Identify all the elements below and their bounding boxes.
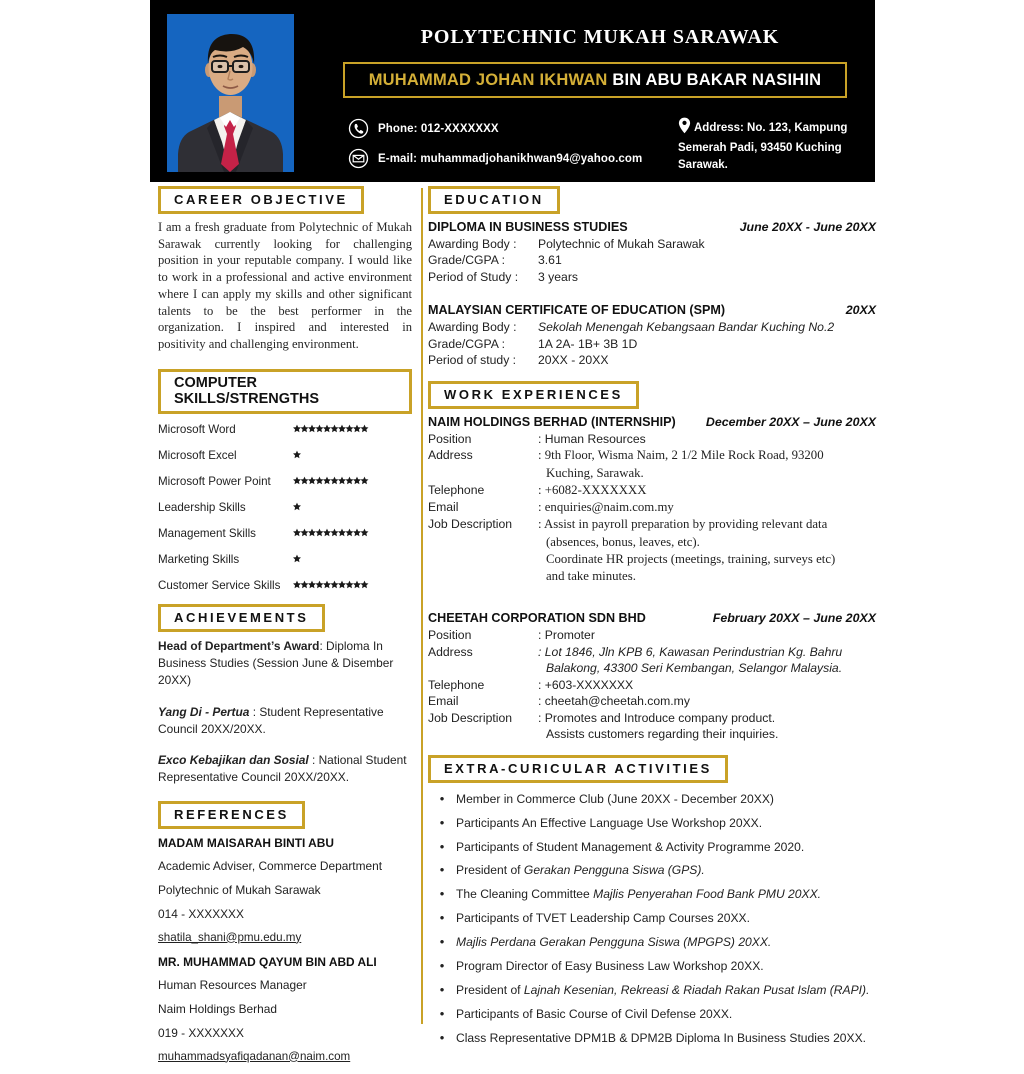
- work-row-continuation: Assists customers regarding their inquiries.: [546, 727, 779, 742]
- achievements-section: [158, 604, 412, 787]
- reference-item: [158, 955, 412, 1063]
- list-item: [428, 958, 876, 975]
- list-item: [428, 791, 876, 808]
- work-row-key: Address: [428, 644, 473, 659]
- work-row-key: Telephone: [428, 677, 485, 692]
- left-column: [158, 186, 412, 1074]
- list-item-italic: Lajnah Kesenian, Rekreasi & Riadah Rakan Pusat Islam (RAPI).: [523, 983, 870, 998]
- list-item-text: [456, 958, 876, 975]
- work-row-continuation: and take minutes.: [546, 569, 636, 584]
- list-item-text: [456, 862, 876, 879]
- header-banner: [150, 0, 875, 182]
- skill-label: Customer Service Skills: [158, 578, 281, 592]
- education-row-value: Sekolah Menengah Kebangsaan Bandar Kuching No.2: [538, 320, 835, 335]
- education-entry-date: 20XX: [845, 303, 876, 318]
- computer-skills-heading: COMPUTER SKILLS/STRENGTHS: [158, 369, 412, 414]
- work-row-key: Address: [428, 448, 473, 463]
- reference-email-link[interactable]: muhammadsyafiqadanan@naim.com: [158, 1049, 351, 1063]
- skill-rating-glyphs: 🟊🟊🟊🟊🟊🟊🟊🟊🟊🟊: [293, 527, 368, 539]
- skill-rating-glyphs: 🟊: [293, 501, 301, 513]
- list-item-text: [456, 910, 876, 927]
- achievement-label: Exco Kebajikan dan Sosial: [158, 753, 309, 768]
- work-experiences-section: [428, 381, 876, 743]
- phone-icon: [348, 118, 369, 139]
- education-row: [428, 236, 876, 252]
- list-item-text: [456, 839, 876, 856]
- work-row-key: Job Description: [428, 710, 512, 725]
- work-row: [428, 431, 876, 447]
- work-row-key: Position: [428, 431, 472, 446]
- work-row: [428, 710, 876, 726]
- reference-line: Human Resources Manager: [158, 977, 307, 992]
- bullet-icon: •: [439, 910, 445, 926]
- work-entry-header: [428, 415, 876, 429]
- list-item-italic: Gerakan Pengguna Siswa (GPS).: [523, 863, 705, 878]
- education-row: [428, 252, 876, 268]
- work-entry: [428, 611, 876, 742]
- skill-label: Microsoft Excel: [158, 448, 237, 462]
- education-row-key: Grade/CGPA :: [428, 336, 505, 351]
- work-row-value: : Promotes and Introduce company product.: [538, 710, 776, 725]
- education-entry-header: [428, 220, 876, 234]
- phone-row: [348, 118, 678, 139]
- achievement-body: : Student Representative Council 20XX/20XX.: [158, 704, 384, 736]
- candidate-first-name: MUHAMMAD JOHAN IKHWAN: [368, 70, 608, 89]
- skill-row: [158, 422, 412, 437]
- skill-rating-glyphs: 🟊: [293, 449, 301, 461]
- education-entry-title: DIPLOMA IN BUSINESS STUDIES: [428, 220, 628, 234]
- reference-line: Naim Holdings Berhad: [158, 1001, 277, 1016]
- work-entry-date: February 20XX – June 20XX: [712, 611, 876, 626]
- reference-line: Academic Adviser, Commerce Department: [158, 858, 383, 873]
- bullet-icon: •: [439, 958, 445, 974]
- education-section: [428, 186, 876, 369]
- list-item: [428, 910, 876, 927]
- reference-name: MR. MUHAMMAD QAYUM BIN ABD ALI: [158, 954, 377, 969]
- skill-label: Management Skills: [158, 526, 256, 540]
- candidate-name-box: [343, 62, 847, 98]
- list-item: [428, 815, 876, 832]
- achievement-label: Head of Department’s Award: [158, 638, 320, 653]
- work-row-value: : +603-XXXXXXX: [538, 677, 634, 692]
- skills-list: [158, 422, 412, 593]
- work-row-value: : enquiries@naim.com.my: [538, 500, 674, 515]
- education-row-key: Grade/CGPA :: [428, 253, 505, 268]
- work-row-key: Job Description: [428, 517, 512, 532]
- extra-curricular-heading: EXTRA-CURICULAR ACTIVITIES: [428, 755, 728, 783]
- candidate-last-name: BIN ABU BAKAR NASIHIN: [607, 70, 822, 89]
- envelope-icon: [348, 148, 369, 169]
- address-text: Address: No. 123, Kampung Semerah Padi, 93450 Kuching Sarawak.: [678, 122, 848, 172]
- list-item-italic: Majlis Penyerahan Food Bank PMU 20XX.: [593, 887, 822, 902]
- education-entry-header: [428, 303, 876, 317]
- work-row-continuation: Kuching, Sarawak.: [546, 465, 644, 480]
- education-row-value: 3.61: [538, 253, 562, 268]
- list-item: [428, 839, 876, 856]
- work-row-value: : cheetah@cheetah.com.my: [538, 694, 690, 709]
- bullet-icon: •: [439, 814, 445, 830]
- work-entry: [428, 415, 876, 586]
- skill-row: [158, 474, 412, 489]
- achievement-item: [158, 752, 412, 787]
- list-item-italic: Majlis Perdana Gerakan Pengguna Siswa (MPGPS) 20XX.: [456, 935, 772, 950]
- skill-label: Marketing Skills: [158, 552, 240, 566]
- skill-rating-glyphs: 🟊🟊🟊🟊🟊🟊🟊🟊🟊🟊: [293, 475, 368, 487]
- skill-label: Leadership Skills: [158, 500, 246, 514]
- education-row: [428, 336, 876, 352]
- list-item-text: [456, 886, 876, 903]
- list-item-pre: President of: [456, 983, 524, 998]
- work-row-value: : Assist in payroll preparation by providing relevant data: [538, 517, 828, 532]
- list-item-text: [456, 934, 876, 951]
- work-row: [428, 644, 876, 660]
- list-item-pre: Class Representative DPM1B & DPM2B Diploma In Business Studies 20XX.: [456, 1030, 867, 1045]
- bullet-icon: •: [439, 838, 445, 854]
- bullet-icon: •: [439, 1005, 445, 1021]
- reference-name: MADAM MAISARAH BINTI ABU: [158, 835, 334, 850]
- skill-row: [158, 500, 412, 515]
- bullet-icon: •: [439, 862, 445, 878]
- work-row-value: : Lot 1846, Jln KPB 6, Kawasan Perindustrian Kg. Bahru: [538, 644, 843, 659]
- email-text: E-mail: muhammadjohanikhwan94@yahoo.com: [378, 152, 643, 165]
- reference-item: [158, 836, 412, 944]
- reference-line: 014 - XXXXXXX: [158, 906, 244, 921]
- skill-row: [158, 578, 412, 593]
- list-item: [428, 934, 876, 951]
- work-row: [428, 447, 876, 464]
- column-divider: [421, 188, 423, 1024]
- work-row-key: Email: [428, 500, 459, 515]
- education-entry: [428, 303, 876, 368]
- reference-line: 019 - XXXXXXX: [158, 1025, 244, 1040]
- achievements-list: [158, 638, 412, 787]
- work-row-continuation: (absences, bonus, leaves, etc).: [546, 534, 700, 549]
- bullet-icon: •: [439, 1029, 445, 1045]
- email-row: [348, 148, 678, 169]
- list-item: [428, 862, 876, 879]
- list-item-pre: Member in Commerce Club (June 20XX - December 20XX): [456, 791, 774, 806]
- education-row: [428, 319, 876, 335]
- work-row-continuation: Balakong, 43300 Seri Kembangan, Selangor Malaysia.: [546, 661, 843, 676]
- work-experiences-heading: WORK EXPERIENCES: [428, 381, 639, 409]
- career-objective-heading: CAREER OBJECTIVE: [158, 186, 364, 214]
- list-item-text: [456, 1006, 876, 1023]
- skill-row: [158, 448, 412, 463]
- list-item-pre: Participants of Student Management & Activity Programme 2020.: [456, 839, 805, 854]
- achievements-heading: ACHIEVEMENTS: [158, 604, 325, 632]
- skill-row: [158, 526, 412, 541]
- list-item-pre: Participants of Basic Course of Civil Defense 20XX.: [456, 1006, 733, 1021]
- work-row: [428, 499, 876, 516]
- achievement-label: Yang Di - Pertua: [158, 704, 250, 719]
- career-objective-section: [158, 186, 412, 353]
- work-entry-header: [428, 611, 876, 625]
- education-entry: [428, 220, 876, 285]
- list-item-pre: The Cleaning Committee: [456, 887, 594, 902]
- computer-skills-section: [158, 369, 412, 593]
- education-row-value: 3 years: [538, 269, 578, 284]
- skill-rating-glyphs: 🟊🟊🟊🟊🟊🟊🟊🟊🟊🟊: [293, 579, 368, 591]
- skill-row: [158, 552, 412, 567]
- achievement-item: [158, 704, 412, 739]
- skill-rating-glyphs: 🟊: [293, 553, 301, 565]
- work-row-key: Email: [428, 694, 459, 709]
- education-entry-title: MALAYSIAN CERTIFICATE OF EDUCATION (SPM): [428, 303, 726, 318]
- bullet-icon: •: [439, 982, 445, 998]
- achievement-body: : Diploma In Business Studies (Session June & Disember 20XX): [158, 638, 394, 688]
- list-item: [428, 1006, 876, 1023]
- location-pin-icon: [678, 117, 691, 140]
- education-row: [428, 352, 876, 368]
- skill-rating-glyphs: 🟊🟊🟊🟊🟊🟊🟊🟊🟊🟊: [293, 423, 368, 435]
- work-row-value: : Promoter: [538, 628, 595, 643]
- list-item-pre: Program Director of Easy Business Law Workshop 20XX.: [456, 959, 764, 974]
- work-row-continuation: Coordinate HR projects (meetings, training, surveys etc): [546, 551, 836, 566]
- work-entry-title: CHEETAH CORPORATION SDN BHD: [428, 611, 646, 626]
- education-row-key: Awarding Body :: [428, 320, 517, 335]
- address-block: [678, 117, 873, 174]
- bullet-icon: •: [439, 790, 445, 806]
- list-item-pre: President of: [456, 863, 524, 878]
- extra-curricular-list: [428, 791, 876, 1047]
- education-row-key: Awarding Body :: [428, 237, 517, 251]
- education-heading: EDUCATION: [428, 186, 560, 214]
- avatar: [167, 14, 294, 172]
- work-entry-title: NAIM HOLDINGS BERHAD (INTERNSHIP): [428, 414, 676, 429]
- list-item-text: [456, 1030, 876, 1047]
- list-item: [428, 886, 876, 903]
- education-row-key: Period of study :: [428, 353, 517, 368]
- references-heading: REFERENCES: [158, 801, 305, 829]
- bullet-icon: •: [439, 934, 445, 950]
- list-item-pre: Participants of TVET Leadership Camp Courses 20XX.: [456, 911, 750, 926]
- work-row: [428, 627, 876, 643]
- work-row-key: Telephone: [428, 482, 485, 497]
- right-column: [428, 186, 876, 1054]
- work-row-value: : +6082-XXXXXXX: [538, 482, 647, 497]
- list-item-text: [456, 815, 876, 832]
- education-row-value: Polytechnic of Mukah Sarawak: [538, 237, 705, 251]
- reference-line: Polytechnic of Mukah Sarawak: [158, 882, 321, 897]
- list-item-pre: Participants An Effective Language Use Workshop 20XX.: [456, 815, 763, 830]
- work-row: [428, 516, 876, 533]
- portrait-photo-graphic: [167, 14, 294, 172]
- work-row-key: Position: [428, 628, 472, 643]
- achievement-body: : National Student Representative Council 20XX/20XX.: [158, 753, 407, 785]
- list-item-text: [456, 982, 876, 999]
- education-row-value: 1A 2A- 1B+ 3B 1D: [538, 336, 638, 351]
- education-row-key: Period of Study :: [428, 269, 519, 284]
- list-item: [428, 1030, 876, 1047]
- reference-email-link[interactable]: shatila_shani@pmu.edu.my: [158, 930, 302, 944]
- work-row: [428, 693, 876, 709]
- extra-curricular-section: [428, 755, 876, 1047]
- skill-label: Microsoft Power Point: [158, 474, 271, 488]
- list-item: [428, 982, 876, 999]
- phone-text: Phone: 012-XXXXXXX: [378, 122, 499, 135]
- work-row-value: : Human Resources: [538, 431, 646, 446]
- bullet-icon: •: [439, 886, 445, 902]
- work-row: [428, 677, 876, 693]
- career-objective-text: I am a fresh graduate from Polytechnic of Mukah Sarawak currently looking for challenging position in your reputable company. I would like to work in a professional and active environment where I can apply my skills and other significant talents to be the best performer in the organization. I inspired and interested in positivity and challenging environment.: [158, 220, 412, 352]
- references-list: [158, 836, 412, 1063]
- contact-left-group: [348, 118, 678, 178]
- references-section: [158, 801, 412, 1063]
- organization-title: POLYTECHNIC MUKAH SARAWAK: [420, 26, 780, 48]
- education-entry-date: June 20XX - June 20XX: [739, 220, 876, 234]
- education-row: [428, 269, 876, 285]
- education-row-value: 20XX - 20XX: [538, 353, 609, 368]
- work-entry-date: December 20XX – June 20XX: [705, 414, 876, 429]
- candidate-name: [369, 71, 822, 90]
- list-item-text: [456, 791, 876, 808]
- achievement-item: [158, 638, 412, 690]
- work-row: [428, 482, 876, 499]
- skill-label: Microsoft Word: [158, 422, 236, 436]
- work-row-value: : 9th Floor, Wisma Naim, 2 1/2 Mile Rock Road, 93200: [538, 448, 824, 463]
